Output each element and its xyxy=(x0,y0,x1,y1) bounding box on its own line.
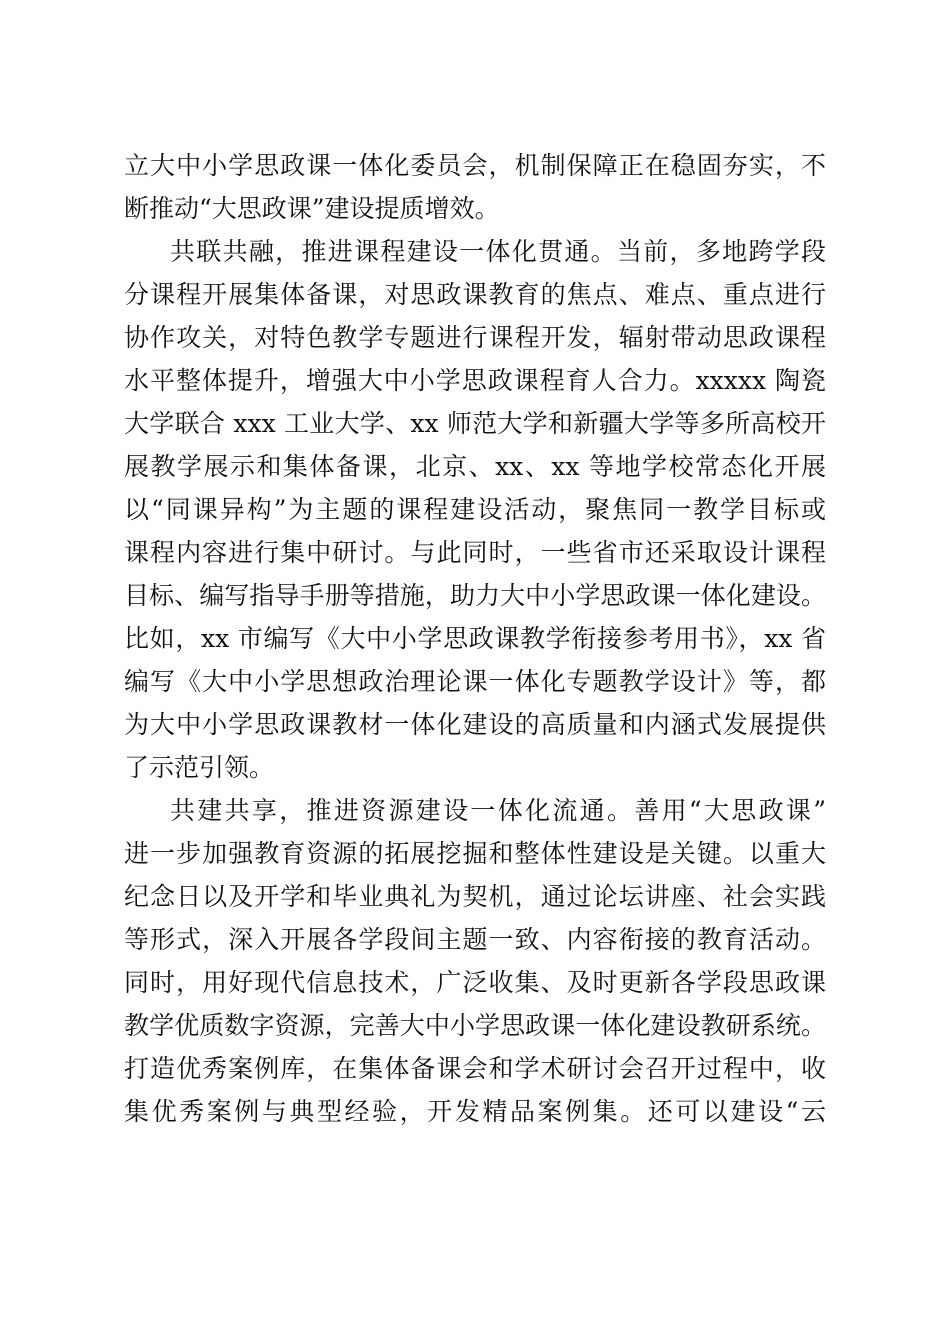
text-line: 进一步加强教育资源的拓展挖掘和整体性建设是关键。以重大 xyxy=(124,839,826,868)
text-line: 课程内容进行集中研讨。与此同时，一些省市还采取设计课程 xyxy=(124,538,826,567)
text-line: 分课程开展集体备课，对思政课教育的焦点、难点、重点进行 xyxy=(124,280,826,309)
text-line: 了示范引领。 xyxy=(124,753,275,782)
text-line: 等形式，深入开展各学段间主题一致、内容衔接的教育活动。 xyxy=(124,925,826,954)
text-line: 断推动“大思政课”建设提质增效。 xyxy=(124,194,500,223)
paragraph xyxy=(124,230,826,789)
text-line: 编写《大中小学思想政治理论课一体化专题教学设计》等，都 xyxy=(124,667,826,696)
text-line: 协作攻关，对特色教学专题进行课程开发，辐射带动思政课程 xyxy=(124,323,826,352)
text-line: 比如，xx 市编写《大中小学思政课教学衔接参考用书》，xx 省 xyxy=(124,624,826,653)
text-line: 共联共融，推进课程建设一体化贯通。当前，多地跨学段 xyxy=(170,237,826,266)
text-line: 教学优质数字资源，完善大中小学思政课一体化建设教研系统。 xyxy=(124,1011,826,1040)
text-line: 纪念日以及开学和毕业典礼为契机，通过论坛讲座、社会实践 xyxy=(124,882,826,911)
text-line: 展教学展示和集体备课，北京、xx、xx 等地学校常态化开展 xyxy=(124,452,826,481)
body-text xyxy=(124,144,826,1133)
text-line: 共建共享，推进资源建设一体化流通。善用“大思政课” xyxy=(170,796,826,825)
text-line: 集优秀案例与典型经验，开发精品案例集。还可以建设“云 xyxy=(124,1097,826,1126)
text-line: 目标、编写指导手册等措施，助力大中小学思政课一体化建设。 xyxy=(124,581,826,610)
text-line: 以“同课异构”为主题的课程建设活动，聚焦同一教学目标或 xyxy=(124,495,826,524)
paragraph xyxy=(124,144,826,230)
text-line: 打造优秀案例库，在集体备课会和学术研讨会召开过程中，收 xyxy=(124,1054,826,1083)
text-line: 水平整体提升，增强大中小学思政课程育人合力。xxxxx 陶瓷 xyxy=(124,366,826,395)
text-line: 为大中小学思政课教材一体化建设的高质量和内涵式发展提供 xyxy=(124,710,826,739)
text-line: 立大中小学思政课一体化委员会，机制保障正在稳固夯实，不 xyxy=(124,151,826,180)
text-line: 大学联合 xxx 工业大学、xx 师范大学和新疆大学等多所高校开 xyxy=(124,409,826,438)
text-line: 同时，用好现代信息技术，广泛收集、及时更新各学段思政课 xyxy=(124,968,826,997)
paragraph xyxy=(124,789,826,1133)
